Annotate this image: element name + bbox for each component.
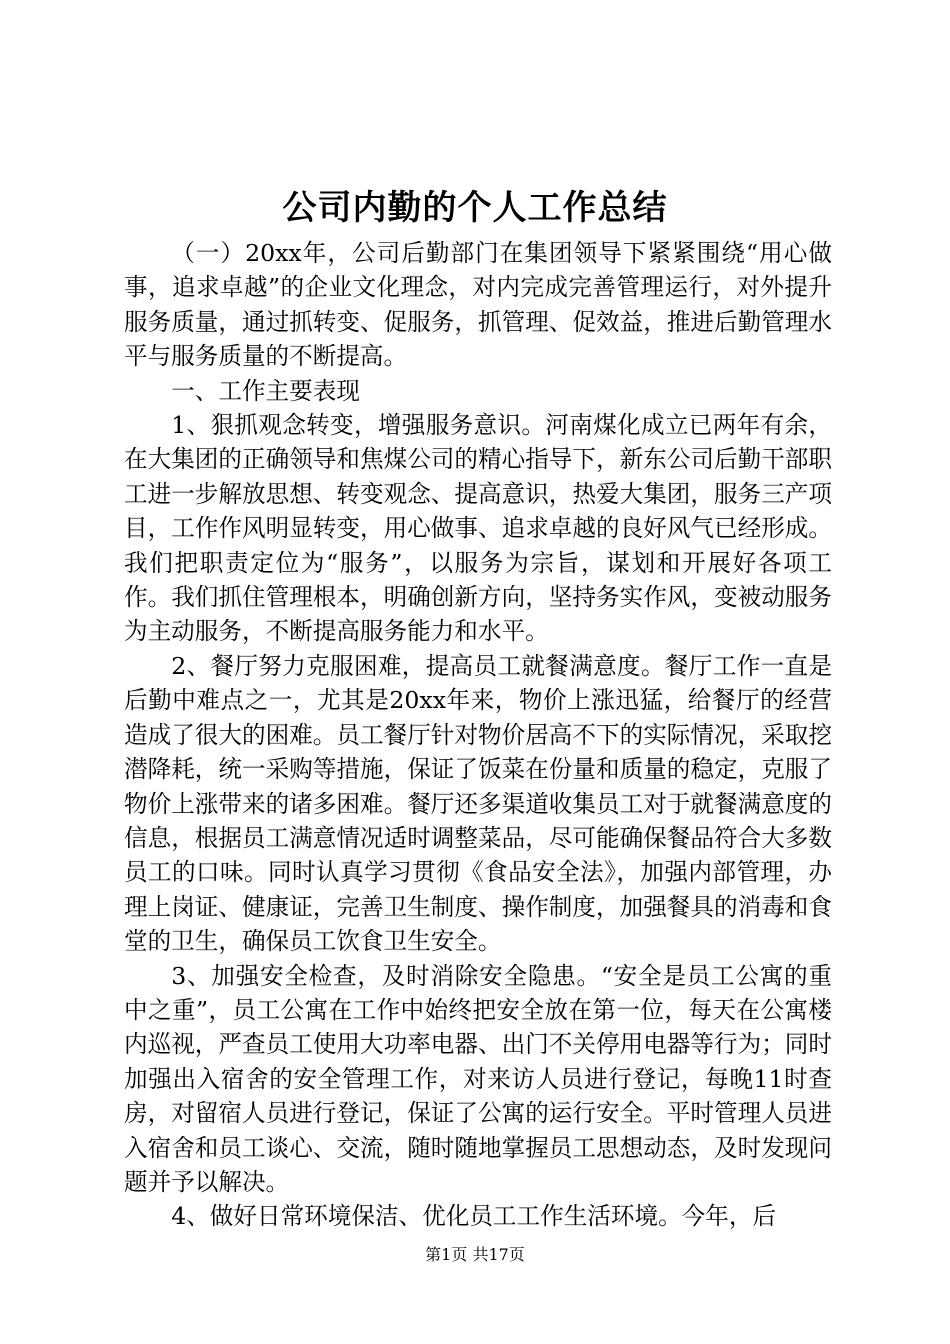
section-heading: 一、工作主要表现: [171, 376, 360, 405]
document-title: 公司内勤的个人工作总结: [282, 188, 668, 228]
paragraph-item-2: 2、餐厅努力克服困难，提高员工就餐满意度。餐厅工作一直是后勤中难点之一，尤其是20xx年来，物价上涨迅猛，给餐厅的经营造成了很大的困难。员工餐厅针对物价居高不下的实际情况，采取挖潜降耗，统一采购等措施，保证了饭菜在份量和质量的稳定，克服了物价上涨带来的诸多困难。餐厅还多渠道收集员工对于就餐满意度的信息，根据员工满意情况适时调整菜品，尽可能确保餐品符合大多数员工的口味。同时认真学习贯彻《食品安全法》，加强内部管理，办理上岗证、健康证，完善卫生制度、操作制度，加强餐具的消毒和食堂的卫生，确保员工饮食卫生安全。: [124, 651, 832, 956]
paragraph-intro: （一）20xx年，公司后勤部门在集团领导下紧紧围绕“用心做事，追求卓越”的企业文化理念，对内完成完善管理运行，对外提升服务质量，通过抓转变、促服务，抓管理、促效益，推进后勤管理水平与服务质量的不断提高。: [124, 239, 832, 371]
paragraph-item-1: 1、狠抓观念转变，增强服务意识。河南煤化成立已两年有余，在大集团的正确领导和焦煤公司的精心指导下，新东公司后勤干部职工进一步解放思想、转变观念、提高意识，热爱大集团，服务三产项目，工作作风明显转变，用心做事、追求卓越的良好风气已经形成。我们把职责定位为“服务”，以服务为宗旨，谋划和开展好各项工作。我们抓住管理根本，明确创新方向，坚持务实作风，变被动服务为主动服务，不断提高服务能力和水平。: [124, 411, 832, 646]
page-footer: 第1页 共17页: [425, 1245, 525, 1264]
paragraph-item-4: 4、做好日常环境保洁、优化员工工作生活环境。今年，后: [171, 1202, 777, 1231]
document-body: [124, 236, 832, 1234]
paragraph-item-3: 3、加强安全检查，及时消除安全隐患。“安全是员工公寓的重中之重”，员工公寓在工作中始终把安全放在第一位，每天在公寓楼内巡视，严查员工使用大功率电器、出门不关停用电器等行为；同时加强出入宿舍的安全管理工作，对来访人员进行登记，每晚11时查房，对留宿人员进行登记，保证了公寓的运行安全。平时管理人员进入宿舍和员工谈心、交流，随时随地掌握员工思想动态，及时发现问题并予以解决。: [124, 961, 832, 1196]
